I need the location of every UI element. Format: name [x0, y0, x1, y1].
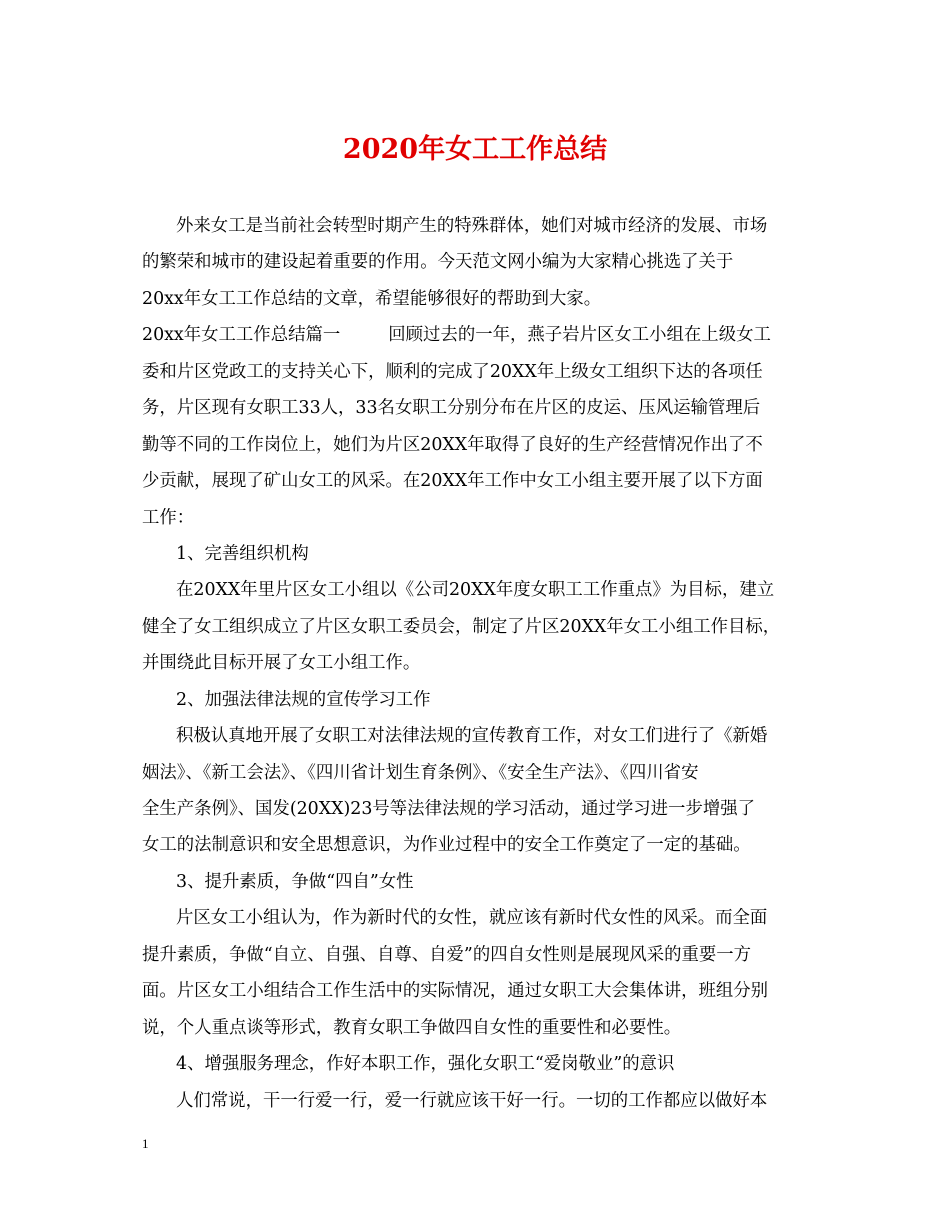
paragraph-line: 工作：	[142, 507, 195, 528]
section-heading: 2、加强法律法规的宣传学习工作	[176, 689, 431, 710]
paragraph-line: 积极认真地开展了女职工对法律法规的宣传教育工作，对女工们进行了《新婚	[176, 726, 768, 747]
paragraph-line: 提升素质，争做“自立、自强、自尊、自爱”的四自女性则是展现风采的重要一方	[142, 944, 752, 965]
paragraph-line: 健全了女工组织成立了片区女职工委员会，制定了片区20XX年女工小组工作目标，	[142, 616, 781, 637]
paragraph-line: 姻法》、《新工会法》、《四川省计划生育条例》、《安全生产法》、《四川省安	[142, 762, 699, 783]
paragraph-line-with-heading	[142, 317, 812, 353]
paragraph-line: 委和片区党政工的支持关心下，顺利的完成了20XX年上级女工组织下达的各项任	[142, 361, 763, 382]
section-heading: 20xx年女工工作总结篇一	[142, 325, 341, 346]
paragraph-line: 少贡献，展现了矿山女工的风采。在20XX年工作中女工小组主要开展了以下方面	[142, 471, 763, 492]
document-body	[142, 208, 812, 1119]
paragraph-line: 片区女工小组认为，作为新时代的女性，就应该有新时代女性的风采。而全面	[176, 908, 768, 929]
paragraph-line: 女工的法制意识和安全思想意识，为作业过程中的安全工作奠定了一定的基础。	[142, 835, 751, 856]
paragraph-line: 20xx年女工工作总结的文章，希望能够很好的帮助到大家。	[142, 288, 602, 309]
paragraph-line: 勤等不同的工作岗位上，她们为片区20XX年取得了良好的生产经营情况作出了不	[142, 434, 763, 455]
paragraph-line: 全生产条例》、国发(20XX)23号等法律法规的学习活动，通过学习进一步增强了	[142, 799, 756, 819]
section-heading: 4、增强服务理念，作好本职工作，强化女职工“爱岗敬业”的意识	[176, 1054, 675, 1075]
paragraph-line: 说，个人重点谈等形式，教育女职工争做四自女性的重要性和必要性。	[142, 1017, 682, 1038]
paragraph-line: 面。片区女工小组结合工作生活中的实际情况，通过女职工大会集体讲，班组分别	[142, 981, 769, 1002]
paragraph-line: 务，片区现有女职工33人，33名女职工分别分布在片区的皮运、压风运输管理后	[142, 398, 761, 419]
paragraph-line: 人们常说，干一行爱一行，爱一行就应该干好一行。一切的工作都应以做好本	[176, 1090, 768, 1111]
paragraph-line: 外来女工是当前社会转型时期产生的特殊群体，她们对城市经济的发展、市场	[176, 216, 768, 236]
paragraph-line: 的繁荣和城市的建设起着重要的作用。今天范文网小编为大家精心挑选了关于	[142, 252, 734, 273]
paragraph-line: 在20XX年里片区女工小组以《公司20XX年度女职工工作重点》为目标，建立	[176, 580, 775, 601]
page-number: 1	[142, 1136, 149, 1151]
section-heading: 1、完善组织机构	[176, 543, 309, 564]
paragraph-line: 并围绕此目标开展了女工小组工作。	[142, 653, 421, 674]
document-title: 2020年女工工作总结	[342, 134, 608, 165]
section-heading: 3、提升素质，争做“四自”女性	[176, 871, 414, 892]
paragraph-text: 回顾过去的一年，燕子岩片区女工小组在上级女工	[388, 325, 771, 346]
